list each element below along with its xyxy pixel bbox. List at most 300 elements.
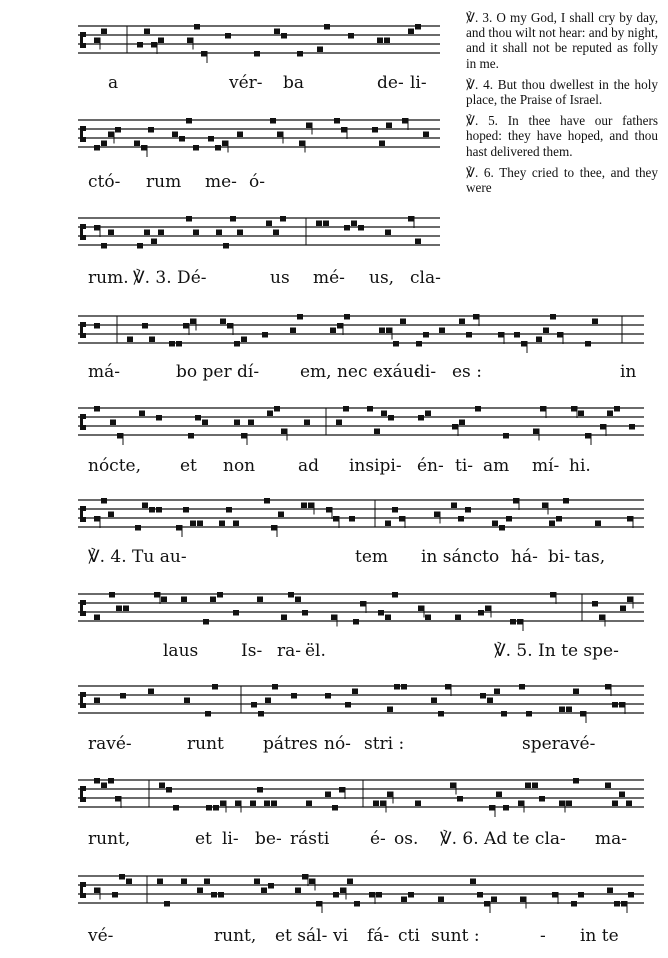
neume-note	[542, 503, 548, 509]
syllable: hi.	[569, 456, 591, 476]
neume-note	[552, 892, 558, 898]
clef-icon	[80, 692, 86, 708]
neume-note	[261, 888, 267, 894]
neume-note	[425, 411, 431, 417]
neume-note	[452, 424, 458, 430]
syllable: insipi-	[349, 456, 402, 476]
neume-note	[154, 592, 160, 598]
neume-note	[323, 221, 329, 227]
syllable: li-	[222, 829, 239, 849]
neume-note	[101, 498, 107, 504]
neume-note	[306, 123, 312, 129]
translation-verse-3: ℣. 3. O my God, I shall cry by day, and thou wilt not hear: and by night, and it shall not be reputed as folly in me.	[466, 10, 658, 71]
syllable: am	[483, 456, 510, 476]
neume-note	[188, 433, 194, 439]
neume-note	[434, 512, 440, 518]
neume-note	[607, 411, 613, 417]
neume-note	[373, 801, 379, 807]
neume-note	[205, 711, 211, 717]
neume-note	[123, 606, 129, 612]
neume-note	[517, 619, 523, 625]
neume-note	[127, 337, 133, 343]
neume-note	[190, 319, 196, 325]
syllable: be-	[255, 829, 282, 849]
syllable: laus	[163, 641, 199, 661]
neume-note	[273, 230, 279, 236]
neume-note	[144, 29, 150, 35]
neume-note	[94, 225, 100, 231]
neume-note	[264, 498, 270, 504]
neume-note	[135, 525, 141, 531]
neume-note	[193, 145, 199, 151]
neume-note	[94, 615, 100, 621]
staff-7	[78, 584, 644, 632]
neume-note	[108, 512, 114, 518]
neume-note	[183, 507, 189, 513]
syllable: li-	[410, 73, 427, 93]
neume-note	[219, 521, 225, 527]
neume-note	[349, 516, 355, 522]
neume-note	[248, 420, 254, 426]
syllable: Is-	[241, 641, 263, 661]
neume-note	[415, 24, 421, 30]
neume-note	[487, 698, 493, 704]
neume-note	[600, 424, 606, 430]
neume-note	[218, 892, 224, 898]
lyric-line-6	[0, 547, 668, 577]
neume-note	[271, 801, 277, 807]
neume-note	[401, 897, 407, 903]
neume-note	[324, 24, 330, 30]
neume-note	[536, 337, 542, 343]
neume-note	[465, 507, 471, 513]
neume-note	[187, 38, 193, 44]
lyric-line-8	[0, 734, 668, 764]
neume-note	[339, 787, 345, 793]
staff-9	[78, 770, 644, 818]
syllable: in	[620, 362, 637, 382]
neume-note	[381, 411, 387, 417]
neume-note	[372, 127, 378, 133]
neume-note	[108, 230, 114, 236]
neume-note	[559, 707, 565, 713]
neume-note	[230, 216, 236, 222]
staff-svg	[78, 110, 440, 158]
neume-note	[215, 145, 221, 151]
syllable: runt,	[88, 829, 131, 849]
neume-note	[629, 424, 635, 430]
neume-note	[532, 783, 538, 789]
syllable: é-	[370, 829, 386, 849]
neume-note	[235, 801, 241, 807]
neume-note	[494, 689, 500, 695]
neume-note	[277, 132, 283, 138]
neume-note	[94, 323, 100, 329]
neume-note	[580, 711, 586, 717]
neume-note	[612, 801, 618, 807]
neume-note	[115, 796, 121, 802]
neume-note	[201, 51, 207, 57]
neume-note	[181, 879, 187, 885]
neume-note	[237, 132, 243, 138]
neume-note	[385, 615, 391, 621]
syllable: cla-	[410, 268, 441, 288]
neume-note	[194, 24, 200, 30]
neume-note	[539, 796, 545, 802]
syllable: tem	[355, 547, 389, 567]
staff-svg	[78, 676, 644, 724]
neume-note	[439, 328, 445, 334]
neume-note	[222, 141, 228, 147]
neume-note	[233, 521, 239, 527]
neume-note	[571, 406, 577, 412]
neume-note	[233, 610, 239, 616]
neume-note	[514, 332, 520, 338]
neume-note	[241, 433, 247, 439]
neume-note	[134, 141, 140, 147]
neume-note	[353, 619, 359, 625]
neume-note	[220, 801, 226, 807]
neume-note	[137, 243, 143, 249]
neume-note	[540, 406, 546, 412]
neume-note	[197, 521, 203, 527]
syllable: én-	[417, 456, 444, 476]
neume-note	[149, 507, 155, 513]
neume-note	[141, 145, 147, 151]
neume-note	[466, 332, 472, 338]
neume-note	[550, 592, 556, 598]
neume-note	[394, 684, 400, 690]
neume-note	[206, 805, 212, 811]
neume-note	[343, 406, 349, 412]
neume-note	[108, 132, 114, 138]
neume-note	[415, 801, 421, 807]
neume-note	[297, 51, 303, 57]
neume-note	[451, 503, 457, 509]
neume-note	[627, 597, 633, 603]
syllable: nó-	[324, 734, 351, 754]
neume-note	[317, 47, 323, 53]
neume-note	[226, 507, 232, 513]
neume-note	[627, 516, 633, 522]
neume-note	[376, 892, 382, 898]
neume-note	[605, 783, 611, 789]
neume-note	[423, 132, 429, 138]
neume-note	[491, 897, 497, 903]
neume-note	[340, 888, 346, 894]
translation-verse-6: ℣. 6. They cried to thee, and they were	[466, 164, 659, 196]
neume-note	[157, 879, 163, 885]
neume-note	[291, 693, 297, 699]
syllable: rum.	[88, 268, 129, 288]
syllable: stri :	[364, 734, 405, 754]
neume-note	[386, 328, 392, 334]
staff-8	[78, 676, 644, 724]
neume-note	[423, 332, 429, 338]
syllable: ba	[283, 73, 305, 93]
clef-icon	[80, 126, 86, 142]
neume-note	[418, 606, 424, 612]
syllable: ma-	[595, 829, 627, 849]
neume-note	[628, 892, 634, 898]
neume-note	[234, 341, 240, 347]
neume-note	[585, 433, 591, 439]
syllable: di-	[414, 362, 437, 382]
neume-note	[592, 319, 598, 325]
neume-note	[94, 38, 100, 44]
neume-note	[94, 698, 100, 704]
neume-note	[309, 879, 315, 885]
staff-svg	[78, 490, 644, 538]
neume-note	[401, 684, 407, 690]
neume-note	[347, 879, 353, 885]
neume-note	[158, 230, 164, 236]
syllable: em, nec exáu-	[300, 362, 420, 382]
neume-note	[156, 415, 162, 421]
syllable: ℣. 3. Dé-	[133, 268, 207, 288]
syllable: us,	[369, 268, 395, 288]
neume-note	[266, 221, 272, 227]
neume-note	[351, 221, 357, 227]
syllable: ó-	[249, 172, 265, 192]
syllable: cti	[398, 926, 420, 946]
syllable: us	[270, 268, 290, 288]
staff-6	[78, 490, 644, 538]
neume-note	[281, 429, 287, 435]
neume-note	[151, 42, 157, 48]
neume-note	[223, 243, 229, 249]
neume-note	[181, 597, 187, 603]
neume-note	[288, 592, 294, 598]
neume-note	[450, 783, 456, 789]
neume-note	[295, 597, 301, 603]
neume-note	[158, 38, 164, 44]
neume-note	[402, 118, 408, 124]
staff-3	[78, 208, 440, 256]
neume-note	[605, 684, 611, 690]
neume-note	[345, 702, 351, 708]
syllable: vér-	[229, 73, 263, 93]
lyric-line-10	[0, 926, 668, 956]
neume-note	[510, 619, 516, 625]
neume-note	[388, 415, 394, 421]
neume-note	[237, 230, 243, 236]
syllable: há-	[511, 547, 538, 567]
syllable: in te	[580, 926, 619, 946]
neume-note	[392, 507, 398, 513]
neume-note	[543, 328, 549, 334]
neume-note	[550, 314, 556, 320]
neume-note	[101, 783, 107, 789]
neume-note	[619, 702, 625, 708]
neume-note	[176, 341, 182, 347]
neume-note	[299, 141, 305, 147]
neume-note	[186, 118, 192, 124]
syllable: rásti	[290, 829, 330, 849]
neume-note	[94, 888, 100, 894]
neume-note	[193, 230, 199, 236]
neume-note	[519, 684, 525, 690]
neume-note	[161, 597, 167, 603]
syllable: sunt :	[431, 926, 480, 946]
neume-note	[358, 225, 364, 231]
neume-note	[281, 33, 287, 39]
neume-note	[480, 693, 486, 699]
syllable: ℣. 5. In te spe-	[494, 641, 619, 661]
neume-note	[592, 601, 598, 607]
neume-note	[268, 883, 274, 889]
neume-note	[533, 429, 539, 435]
neume-note	[227, 323, 233, 329]
english-translation	[466, 10, 658, 201]
syllable: vi	[333, 926, 349, 946]
neume-note	[473, 314, 479, 320]
neume-note	[316, 901, 322, 907]
neume-note	[499, 525, 505, 531]
syllable: vé-	[88, 926, 114, 946]
neume-note	[169, 341, 175, 347]
neume-note	[108, 778, 114, 784]
neume-note	[549, 521, 555, 527]
neume-note	[393, 341, 399, 347]
neume-note	[220, 319, 226, 325]
neume-note	[385, 521, 391, 527]
neume-note	[337, 323, 343, 329]
neume-note	[325, 792, 331, 798]
staff-2	[78, 110, 440, 158]
neume-note	[336, 420, 342, 426]
neume-note	[503, 433, 509, 439]
neume-note	[459, 420, 465, 426]
neume-note	[211, 892, 217, 898]
neume-note	[614, 901, 620, 907]
neume-note	[149, 337, 155, 343]
neume-note	[115, 127, 121, 133]
neume-note	[241, 337, 247, 343]
neume-note	[159, 783, 165, 789]
syllable: nócte,	[88, 456, 142, 476]
neume-note	[101, 141, 107, 147]
clef-icon	[80, 32, 86, 48]
neume-note	[455, 615, 461, 621]
neume-note	[203, 619, 209, 625]
neume-note	[506, 516, 512, 522]
syllable: me-	[205, 172, 237, 192]
neume-note	[386, 123, 392, 129]
translation-verse-5: ℣. 5. In thee have our fathers hoped: they have hoped, and thou hast delivered them.	[466, 113, 658, 159]
neume-note	[559, 801, 565, 807]
neume-note	[619, 792, 625, 798]
neume-note	[308, 503, 314, 509]
neume-note	[334, 118, 340, 124]
neume-note	[262, 332, 268, 338]
syllable: tas,	[574, 547, 606, 567]
neume-note	[331, 615, 337, 621]
neume-note	[566, 707, 572, 713]
neume-note	[94, 778, 100, 784]
neume-note	[438, 711, 444, 717]
neume-note	[272, 684, 278, 690]
staff-svg	[78, 208, 440, 256]
neume-note	[94, 406, 100, 412]
neume-note	[566, 801, 572, 807]
neume-note	[144, 230, 150, 236]
syllable: fá-	[367, 926, 390, 946]
neume-note	[301, 503, 307, 509]
neume-note	[612, 702, 618, 708]
neume-note	[360, 601, 366, 607]
clef-icon	[80, 224, 86, 240]
neume-note	[384, 38, 390, 44]
neume-note	[379, 141, 385, 147]
neume-note	[348, 33, 354, 39]
syllable: -	[540, 926, 546, 946]
syllable: ℣. 4. Tu au-	[88, 547, 187, 567]
clef-icon	[80, 322, 86, 338]
neume-note	[139, 411, 145, 417]
neume-note	[126, 879, 132, 885]
neume-note	[333, 892, 339, 898]
neume-note	[117, 433, 123, 439]
staff-svg	[78, 16, 440, 64]
neume-note	[254, 879, 260, 885]
neume-note	[595, 521, 601, 527]
neume-note	[316, 221, 322, 227]
neume-note	[380, 801, 386, 807]
neume-note	[290, 328, 296, 334]
neume-note	[101, 29, 107, 35]
neume-note	[399, 516, 405, 522]
lyric-line-9	[0, 829, 668, 859]
neume-note	[377, 38, 383, 44]
neume-note	[212, 684, 218, 690]
neume-note	[213, 805, 219, 811]
staff-4	[78, 306, 644, 354]
neume-note	[179, 136, 185, 142]
neume-note	[101, 243, 107, 249]
neume-note	[172, 132, 178, 138]
neume-note	[156, 507, 162, 513]
neume-note	[297, 314, 303, 320]
neume-note	[195, 415, 201, 421]
syllable: ravé-	[88, 734, 132, 754]
lyric-line-5	[0, 456, 668, 486]
syllable: ad	[298, 456, 320, 476]
staff-svg	[78, 306, 644, 354]
clef-icon	[80, 882, 86, 898]
neume-note	[326, 507, 332, 513]
neume-note	[176, 525, 182, 531]
neume-note	[344, 314, 350, 320]
syllable: a	[108, 73, 119, 93]
neume-note	[496, 792, 502, 798]
neume-note	[110, 420, 116, 426]
staff-svg	[78, 866, 644, 914]
neume-note	[281, 615, 287, 621]
syllable: de-	[377, 73, 404, 93]
neume-note	[513, 498, 519, 504]
syllable: ra-	[277, 641, 302, 661]
neume-note	[186, 216, 192, 222]
syllable: speravé-	[522, 734, 596, 754]
neume-note	[271, 525, 277, 531]
neume-note	[525, 783, 531, 789]
neume-note	[369, 892, 375, 898]
neume-note	[418, 415, 424, 421]
syllable: et	[195, 829, 212, 849]
lyric-line-3	[0, 268, 668, 298]
syllable: rum	[146, 172, 182, 192]
